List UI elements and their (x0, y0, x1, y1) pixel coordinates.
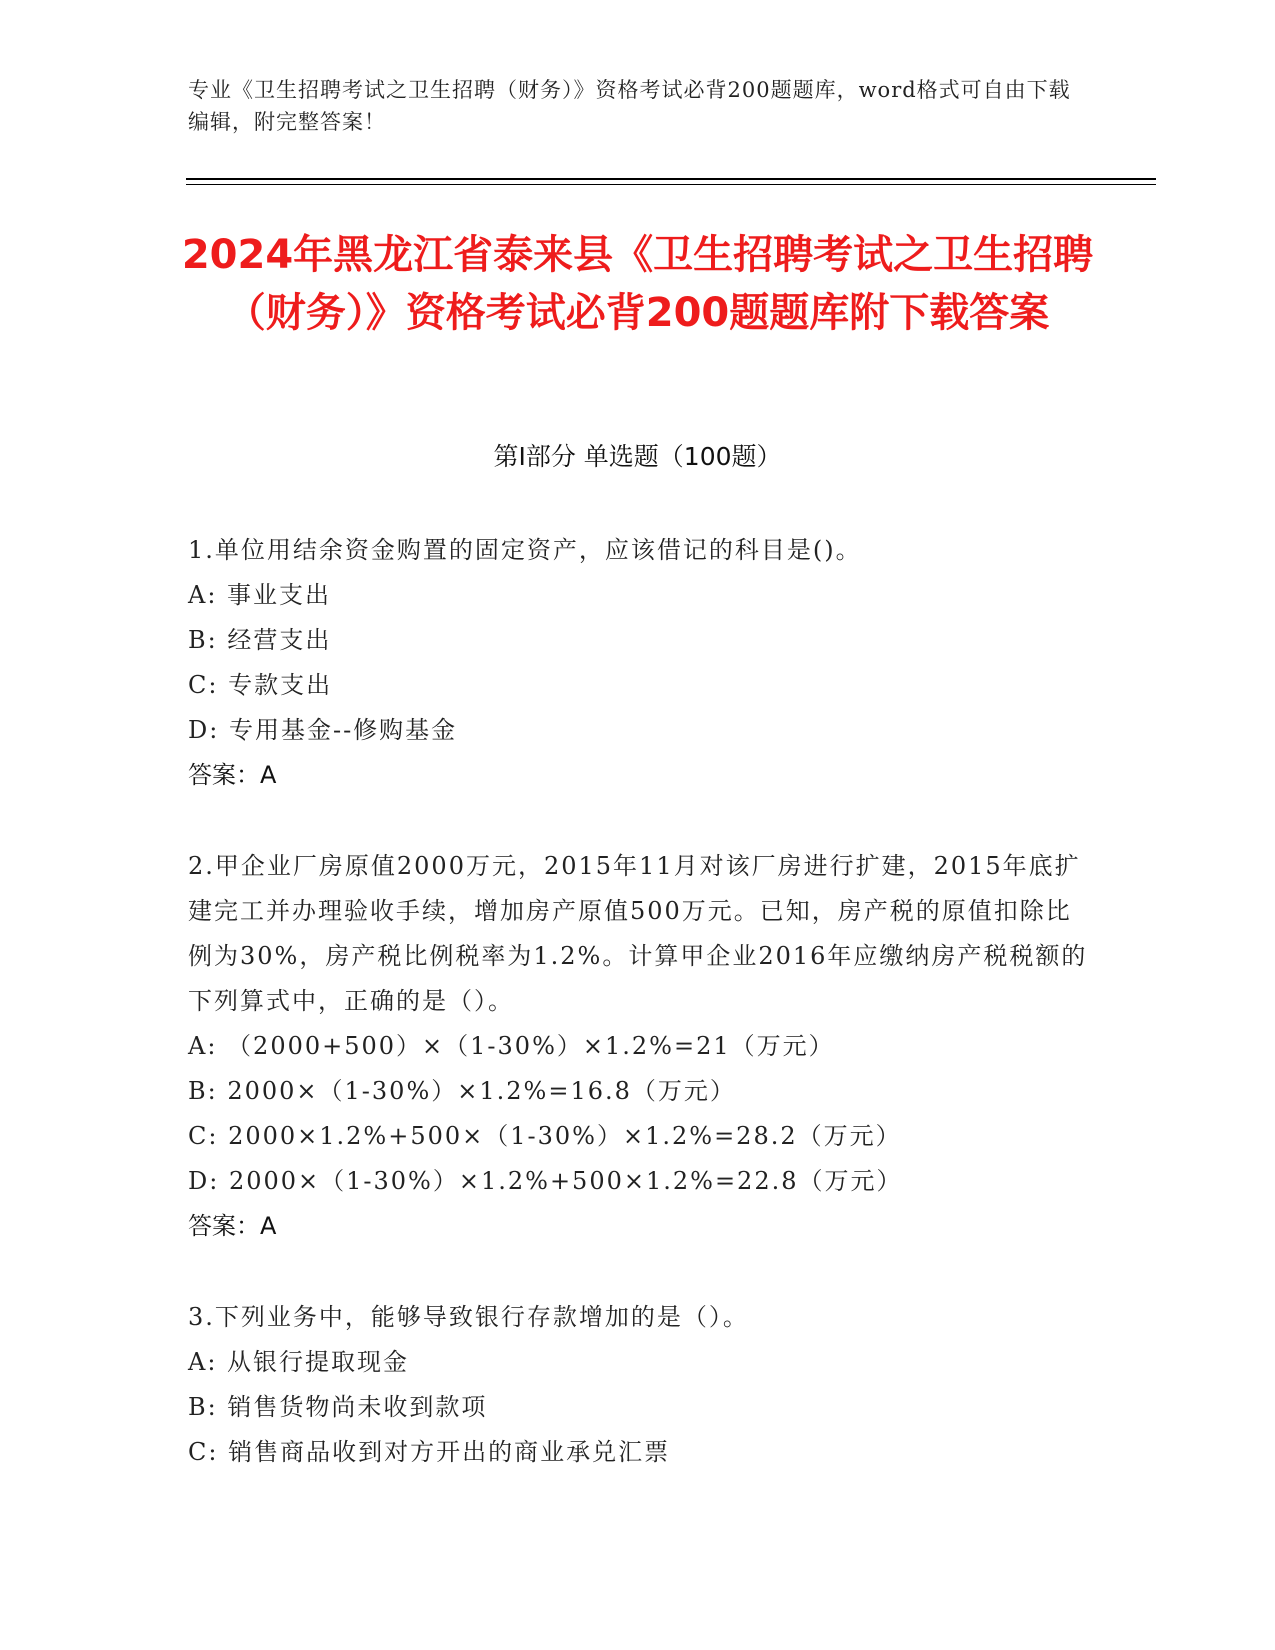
header-divider-thin (186, 184, 1156, 185)
option-b: B: 销售货物尚未收到款项 (188, 1393, 488, 1421)
question-stem: 1.单位用结余资金购置的固定资产，应该借记的科目是()。 (188, 536, 862, 564)
question-stem: 3.下列业务中，能够导致银行存款增加的是（）。 (188, 1303, 749, 1331)
question-2 (188, 844, 1088, 1249)
option-a: A: 事业支出 (188, 581, 332, 609)
question-3 (188, 1295, 1088, 1475)
option-a: A: （2000+500）×（1-30%）×1.2%=21（万元） (188, 1032, 835, 1060)
header-note: 专业《卫生招聘考试之卫生招聘（财务）》资格考试必背200题题库，word格式可自由下载编辑，附完整答案！ (188, 78, 1071, 134)
answer-line: 答案：A (188, 1212, 277, 1240)
document-title: 2024年黑龙江省泰来县《卫生招聘考试之卫生招聘（财务）》资格考试必背200题题库附下载答案 (181, 232, 1094, 336)
question-1 (188, 528, 1088, 798)
option-c: C: 销售商品收到对方开出的商业承兑汇票 (188, 1438, 671, 1466)
option-c: C: 专款支出 (188, 671, 333, 699)
option-b: B: 2000×（1-30%）×1.2%=16.8（万元） (188, 1077, 736, 1105)
answer-line: 答案：A (188, 761, 277, 789)
option-d: D: 2000×（1-30%）×1.2%+500×1.2%=22.8（万元） (188, 1167, 903, 1195)
question-stem: 2.甲企业厂房原值2000万元，2015年11月对该厂房进行扩建，2015年底扩建完工并办理验收手续，增加房产原值500万元。已知，房产税的原值扣除比例为30%，房产税比例税率为1.2%。计算甲企业2016年应缴纳房产税税额的下列算式中，正确的是（）。 (188, 852, 1088, 1015)
question-list (188, 528, 1088, 1521)
option-c: C: 2000×1.2%+500×（1-30%）×1.2%=28.2（万元） (188, 1122, 902, 1150)
option-b: B: 经营支出 (188, 626, 332, 654)
option-d: D: 专用基金--修购基金 (188, 716, 458, 744)
section-heading: 第Ⅰ部分 单选题（100题） (493, 442, 782, 471)
header-divider-thick (186, 178, 1156, 180)
option-a: A: 从银行提取现金 (188, 1348, 410, 1376)
